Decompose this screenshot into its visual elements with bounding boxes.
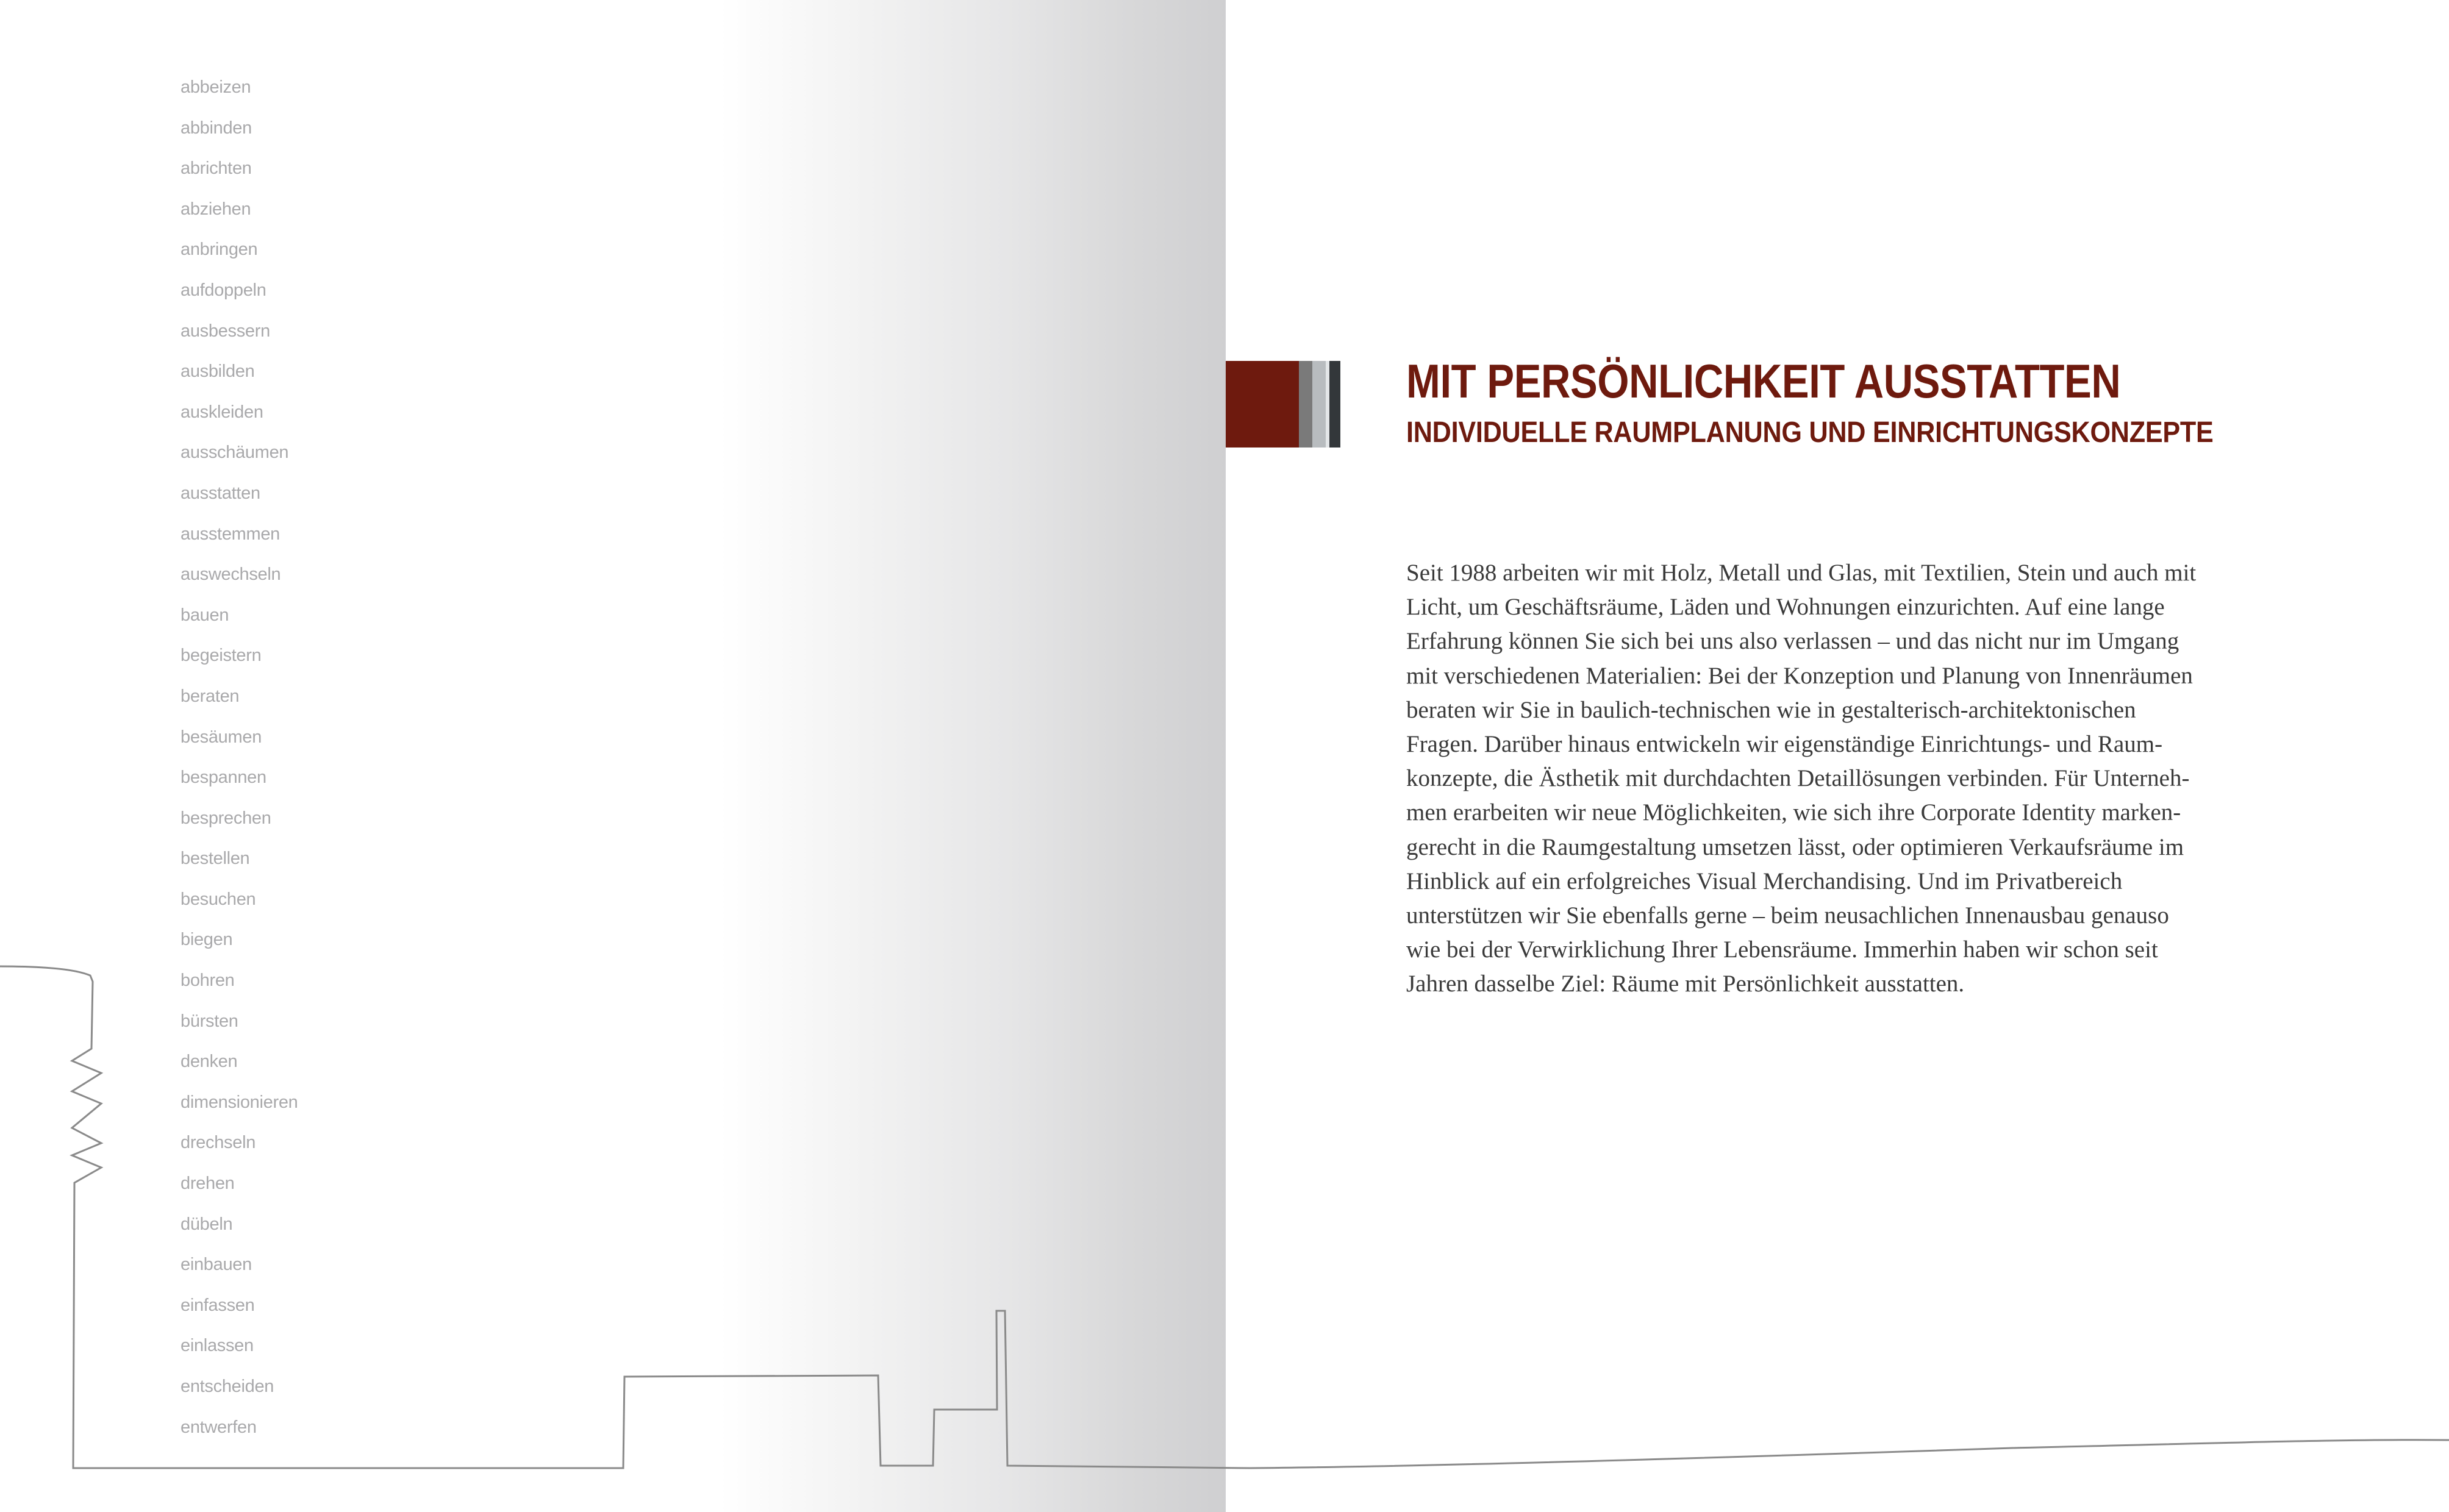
verb-list-item: besuchen [181, 889, 256, 909]
body-text-line: Hinblick auf ein erfolgreiches Visual Merchandising. Und im Privatbereich [1406, 868, 2123, 894]
verb-list-item: besäumen [181, 727, 262, 747]
body-text-line: Seit 1988 arbeiten wir mit Holz, Metall und Glas, mit Textilien, Stein und auch mit [1406, 560, 2197, 586]
verb-list-item: beraten [181, 686, 240, 706]
verb-list-item: begeistern [181, 646, 262, 666]
verb-list-item: bespannen [181, 768, 266, 788]
verb-list-item: entwerfen [181, 1417, 257, 1437]
body-text-line: men erarbeiten wir neue Möglichkeiten, wie sich ihre Corporate Identity marken- [1406, 799, 2181, 826]
verb-list-item: anbringen [181, 240, 258, 260]
body-text-line: wie bei der Verwirklichung Ihrer Lebensräume. Immerhin haben wir schon seit [1406, 936, 2158, 963]
skyline-line-drawing [0, 966, 2449, 1468]
body-text-line: Fragen. Darüber hinaus entwickeln wir eigenständige Einrichtungs- und Raum- [1406, 731, 2163, 758]
body-text-line: konzepte, die Ästhetik mit durchdachten Detaillösungen verbinden. Für Unterneh- [1406, 765, 2190, 792]
verb-list-item: ausstatten [181, 483, 260, 503]
verb-list-item: drechseln [181, 1133, 256, 1153]
verb-list-item: dübeln [181, 1214, 233, 1234]
verb-list-item: besprechen [181, 808, 271, 828]
body-text-line: unterstützen wir Sie ebenfalls gerne – beim neusachlichen Innenausbau genauso [1406, 902, 2169, 929]
verb-list-item: ausschäumen [181, 443, 289, 463]
verb-list-item: ausbilden [181, 362, 255, 382]
verb-list-item: auswechseln [181, 565, 281, 585]
verb-list-item: abrichten [181, 159, 252, 179]
verb-list-item: abziehen [181, 199, 251, 219]
verb-list-item: biegen [181, 930, 233, 950]
body-text-line: Erfahrung können Sie sich bei uns also verlassen – und das nicht nur im Umgang [1406, 628, 2179, 655]
body-text-line: Licht, um Geschäftsräume, Läden und Wohnungen einzurichten. Auf eine lange [1406, 594, 2165, 621]
verb-list-item: aufdoppeln [181, 280, 266, 300]
verb-list-item: drehen [181, 1174, 235, 1194]
verb-list-item: dimensionieren [181, 1092, 298, 1112]
verb-list-item: abbeizen [181, 77, 251, 97]
headline: MIT PERSÖNLICHKEIT AUSSTATTEN [1406, 354, 2121, 408]
verb-list-item: ausbessern [181, 321, 270, 341]
verb-list-item: einfassen [181, 1295, 255, 1315]
verb-list-item: ausstemmen [181, 524, 281, 544]
verb-list-item: denken [181, 1052, 238, 1072]
verb-list-item: bauen [181, 605, 229, 625]
body-text-line: mit verschiedenen Materialien: Bei der Konzeption und Planung von Innenräumen [1406, 662, 2193, 689]
verb-list-item: bohren [181, 971, 235, 991]
verb-list-item: einlassen [181, 1336, 254, 1356]
verb-list-item: einbauen [181, 1255, 252, 1275]
body-text-line: Jahren dasselbe Ziel: Räume mit Persönlichkeit ausstatten. [1406, 971, 1965, 997]
verb-list-item: entscheiden [181, 1377, 274, 1396]
verb-list-item: bestellen [181, 849, 250, 869]
verb-list-item: abbinden [181, 118, 252, 138]
subheadline: INDIVIDUELLE RAUMPLANUNG UND EINRICHTUNGSKONZEPTE [1406, 416, 2214, 449]
body-text-line: gerecht in die Raumgestaltung umsetzen lässt, oder optimieren Verkaufsräume im [1406, 833, 2184, 860]
body-text-line: beraten wir Sie in baulich-technischen wie in gestalterisch-architektonischen [1406, 696, 2136, 723]
verb-list-item: auskleiden [181, 402, 263, 422]
verb-list-item: bürsten [181, 1011, 238, 1031]
